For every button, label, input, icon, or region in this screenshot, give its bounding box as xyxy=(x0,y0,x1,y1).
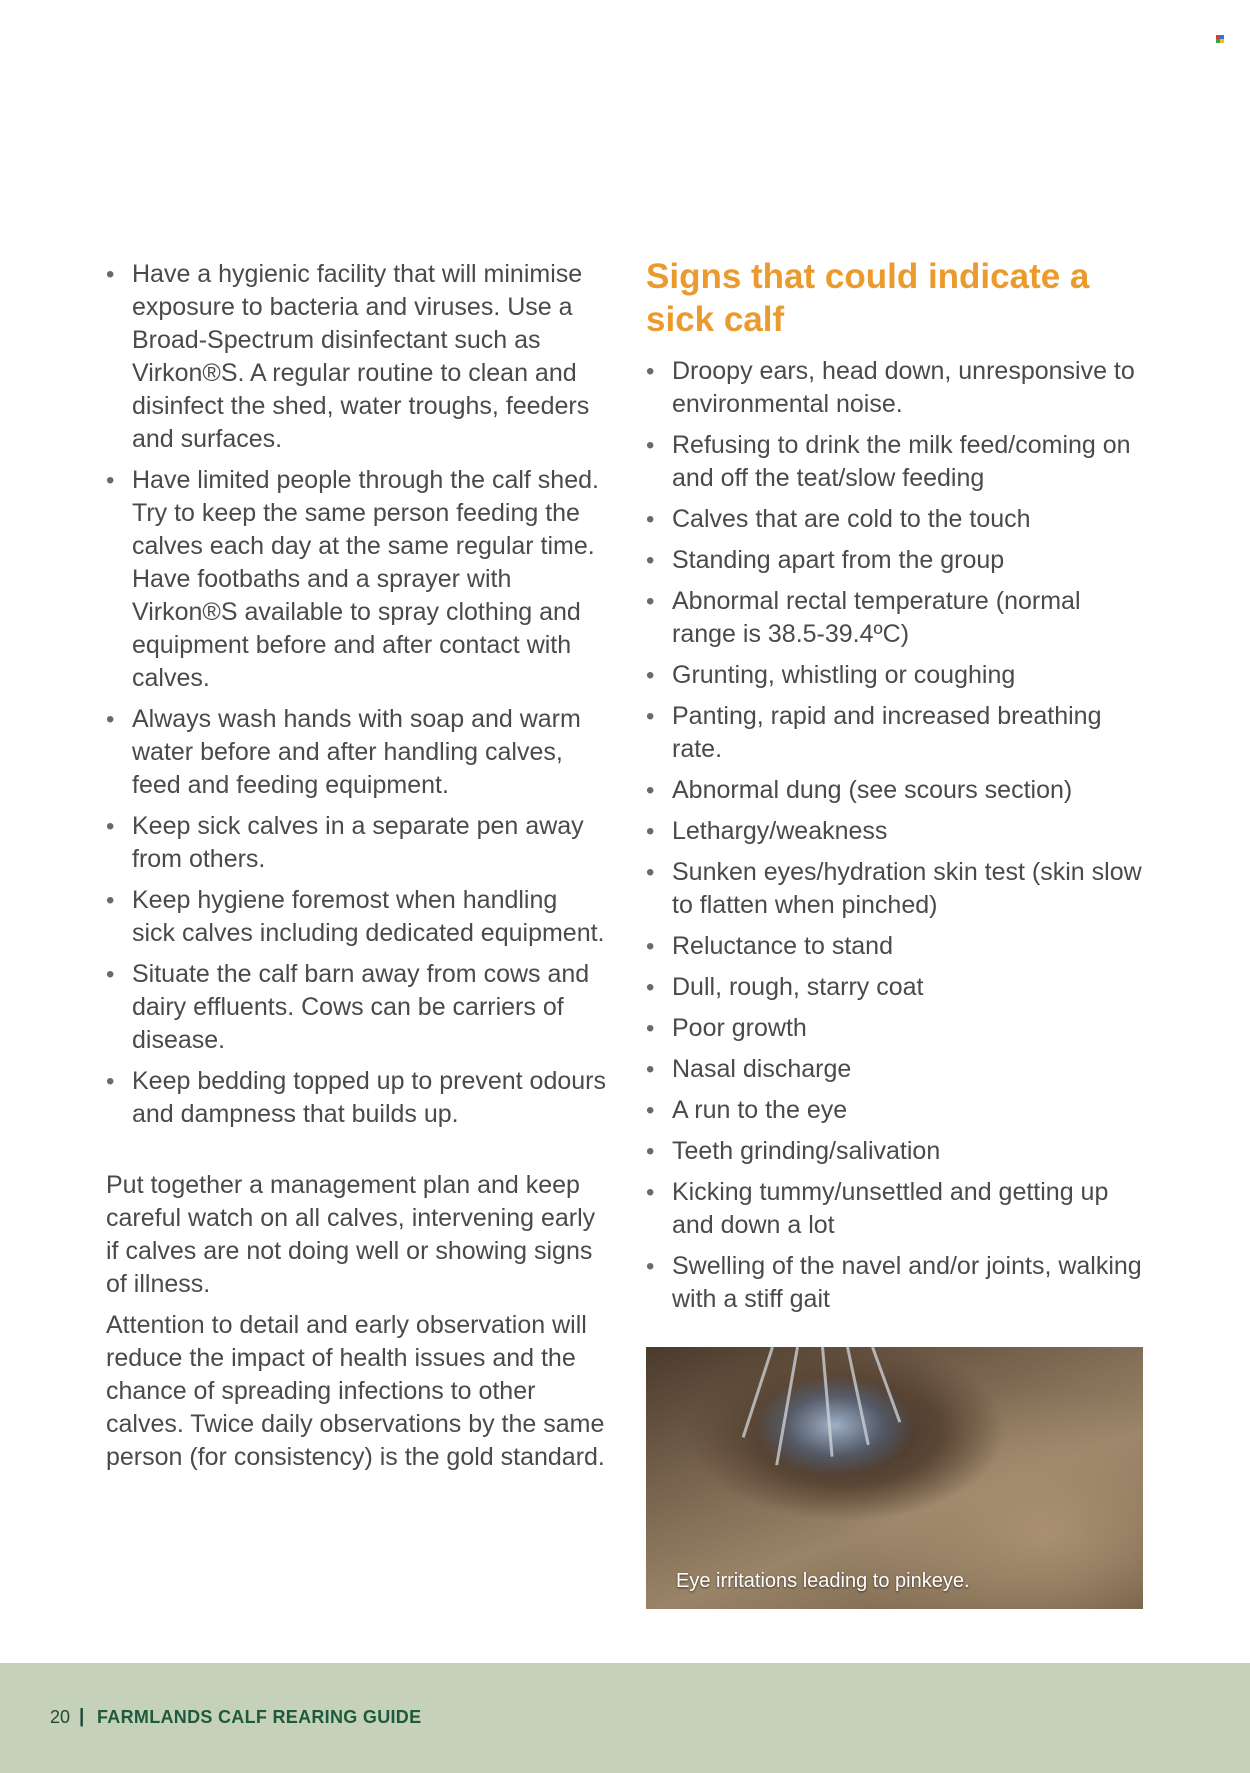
management-paragraphs xyxy=(106,1169,606,1474)
list-item: • A run to the eye xyxy=(646,1094,1146,1127)
list-item: • Keep hygiene foremost when handling sick calves including dedicated equipment. xyxy=(106,884,606,950)
list-item: • Swelling of the navel and/or joints, walking with a stiff gait xyxy=(646,1250,1146,1316)
eyelash-detail xyxy=(846,1347,870,1445)
eyelash-detail xyxy=(775,1347,799,1465)
list-item: • Standing apart from the group xyxy=(646,544,1146,577)
calf-eye-photo xyxy=(646,1347,1143,1609)
list-item: • Nasal discharge xyxy=(646,1053,1146,1086)
eyelash-detail xyxy=(871,1347,901,1423)
list-item: • Abnormal rectal temperature (normal range is 38.5-39.4ºC) xyxy=(646,585,1146,651)
hygiene-bullet-list xyxy=(106,258,606,1131)
list-item: • Have a hygienic facility that will minimise exposure to bacteria and viruses. Use a Broad-Spectrum disinfectant such as Virkon®S. A regular routine to clean and disinfect the shed, water troughs, feeders and surfaces. xyxy=(106,258,606,456)
signs-bullet-list xyxy=(646,355,1146,1316)
photo-caption: Eye irritations leading to pinkeye. xyxy=(676,1570,970,1592)
left-column xyxy=(106,258,606,1482)
right-column xyxy=(646,255,1146,1324)
footer-separator: | xyxy=(79,1706,85,1727)
list-item: • Dull, rough, starry coat xyxy=(646,971,1146,1004)
list-item: • Panting, rapid and increased breathing rate. xyxy=(646,700,1146,766)
list-item: • Kicking tummy/unsettled and getting up and down a lot xyxy=(646,1176,1146,1242)
guide-title: FARMLANDS CALF REARING GUIDE xyxy=(97,1707,422,1727)
eyelash-detail xyxy=(821,1347,834,1457)
paragraph: Attention to detail and early observation will reduce the impact of health issues and the chance of spreading infections to other calves. Twice daily observations by the same person (for consistency) is the gold standard. xyxy=(106,1311,605,1471)
list-item: • Grunting, whistling or coughing xyxy=(646,659,1146,692)
list-item: • Always wash hands with soap and warm water before and after handling calves, feed and feeding equipment. xyxy=(106,703,606,802)
list-item: • Keep sick calves in a separate pen away from others. xyxy=(106,810,606,876)
list-item: • Calves that are cold to the touch xyxy=(646,503,1146,536)
list-item: • Sunken eyes/hydration skin test (skin slow to flatten when pinched) xyxy=(646,856,1146,922)
section-heading: Signs that could indicate a sick calf xyxy=(646,257,1090,339)
page-footer xyxy=(0,1663,1250,1773)
list-item: • Keep bedding topped up to prevent odours and dampness that builds up. xyxy=(106,1065,606,1131)
corner-mark-icon xyxy=(1216,35,1224,43)
page-number: 20 xyxy=(50,1707,71,1727)
list-item: • Situate the calf barn away from cows and dairy effluents. Cows can be carriers of disease. xyxy=(106,958,606,1057)
list-item: • Teeth grinding/salivation xyxy=(646,1135,1146,1168)
list-item: • Have limited people through the calf shed. Try to keep the same person feeding the calves each day at the same regular time. Have footbaths and a sprayer with Virkon®S available to spray clothing and equipment before and after contact with calves. xyxy=(106,464,606,695)
eyelash-detail xyxy=(742,1347,774,1438)
list-item: • Lethargy/weakness xyxy=(646,815,1146,848)
list-item: • Abnormal dung (see scours section) xyxy=(646,774,1146,807)
list-item: • Poor growth xyxy=(646,1012,1146,1045)
list-item: • Droopy ears, head down, unresponsive to environmental noise. xyxy=(646,355,1146,421)
list-item: • Reluctance to stand xyxy=(646,930,1146,963)
paragraph: Put together a management plan and keep careful watch on all calves, intervening early if calves are not doing well or showing signs of illness. xyxy=(106,1171,596,1298)
list-item: • Refusing to drink the milk feed/coming on and off the teat/slow feeding xyxy=(646,429,1146,495)
